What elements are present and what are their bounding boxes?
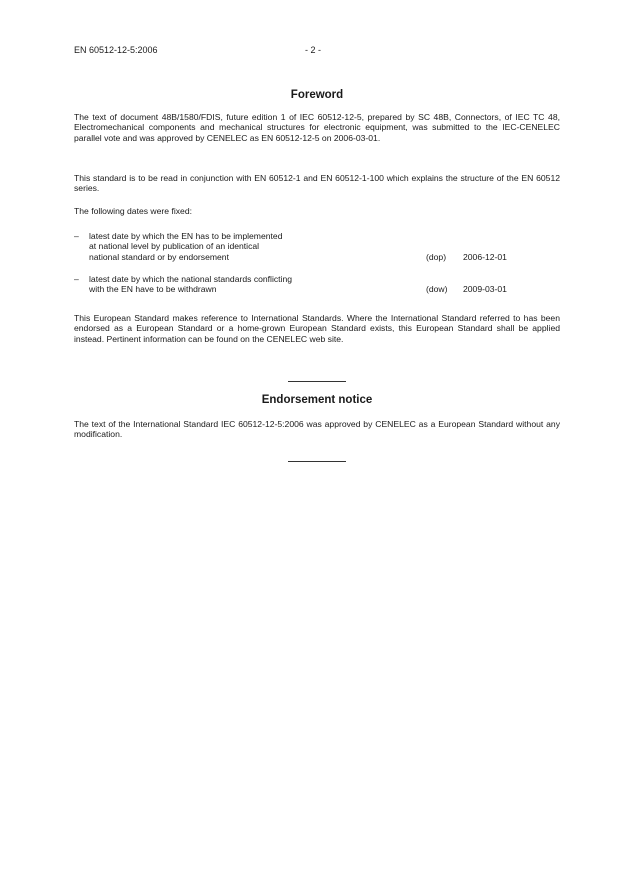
header-standard-id: EN 60512-12-5:2006 xyxy=(74,45,158,55)
endorsement-text: The text of the International Standard IEC 60512-12-5:2006 was approved by CENELEC as a European Standard without any modification. xyxy=(74,419,560,440)
foreword-paragraph-3: The following dates were fixed: xyxy=(74,206,192,216)
foreword-closing-paragraph: This European Standard makes reference to International Standards. Where the International Standard referred to has been endorsed as a European Standard or a home-grown European Standard exists, this European Standard shall be applied instead. Pertinent information can be found on the CENELEC web site. xyxy=(74,313,560,344)
date-item-code: (dow) xyxy=(426,284,448,295)
date-item-code: (dop) xyxy=(426,251,447,262)
date-item-description xyxy=(89,231,389,262)
endorsement-title: Endorsement notice xyxy=(261,394,373,406)
section-divider xyxy=(288,381,346,382)
header-page-number: - 2 - xyxy=(305,45,322,55)
date-item-line: at national level by publication of an identical xyxy=(89,241,260,252)
date-item-dow xyxy=(74,274,560,296)
date-item-line: latest date by which the national standards conflicting xyxy=(89,274,293,284)
date-item-value: 2006-12-01 xyxy=(463,251,507,262)
date-item-line: with the EN have to be withdrawn xyxy=(89,284,217,295)
date-item-line: latest date by which the EN has to be implemented xyxy=(89,231,283,241)
date-item-line: national standard or by endorsement xyxy=(89,251,229,262)
foreword-title: Foreword xyxy=(290,89,344,101)
date-item-value: 2009-03-01 xyxy=(463,284,507,295)
foreword-paragraph-1: The text of document 48B/1580/FDIS, future edition 1 of IEC 60512-12-5, prepared by SC 48B, Connectors, of IEC TC 48, Electromechanical components and mechanical structures for electronic equipment, was submitted to the IEC-CENELEC parallel vote and was approved by CENELEC as EN 60512-12-5 on 2006-03-01. xyxy=(74,112,560,143)
section-divider xyxy=(288,461,346,462)
date-item-description xyxy=(89,274,389,295)
date-item-dash: – xyxy=(74,274,79,284)
foreword-paragraph-2: This standard is to be read in conjunction with EN 60512-1 and EN 60512-1-100 which explains the structure of the EN 60512 series. xyxy=(74,173,560,194)
date-item-dop xyxy=(74,231,560,263)
date-item-dash: – xyxy=(74,231,79,241)
